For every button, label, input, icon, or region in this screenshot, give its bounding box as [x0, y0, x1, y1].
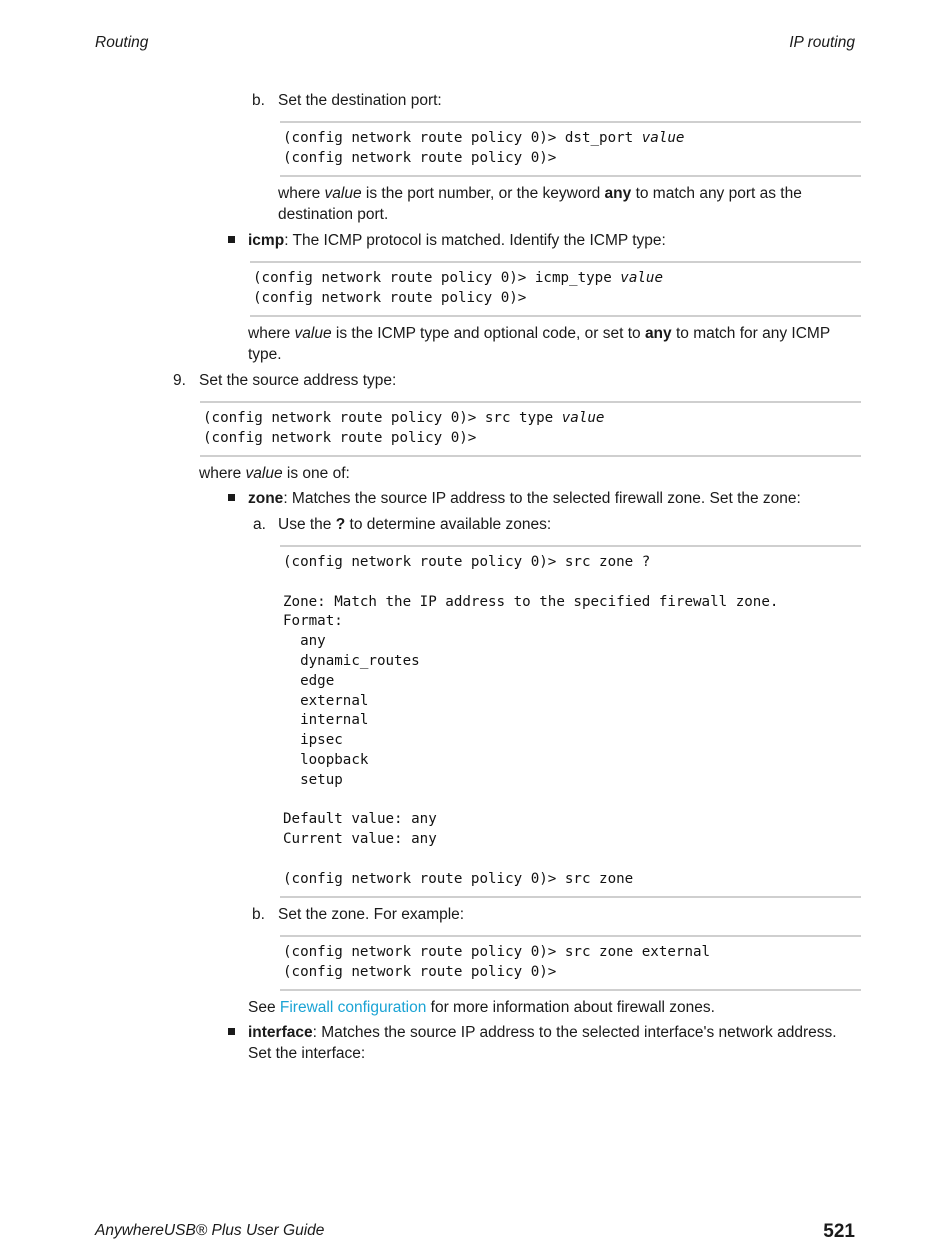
icmp-item: icmp: The ICMP protocol is matched. Identify the ICMP type:	[248, 232, 666, 249]
zone-item: zone: Matches the source IP address to the selected firewall zone. Set the zone:	[248, 490, 801, 507]
step-a-text: Use the ? to determine available zones:	[278, 516, 552, 533]
step-9-marker: 9.	[173, 372, 186, 389]
src-type-explanation: where value is one of:	[199, 465, 350, 482]
zone-example-code-block: (config network route policy 0)> src zone external (config network route policy 0)>	[280, 935, 861, 991]
bullet-icon	[228, 494, 235, 501]
step-b-zone-marker: b.	[252, 906, 265, 923]
firewall-see-also: See Firewall configuration for more information about firewall zones.	[248, 999, 715, 1016]
dst-port-explanation: where value is the port number, or the keyword any to match any port as the destination port.	[278, 185, 802, 223]
icmp-explanation: where value is the ICMP type and optional code, or set to any to match for any ICMP type.	[248, 325, 831, 363]
step-b-marker: b.	[252, 92, 265, 109]
header-chapter-title: IP routing	[789, 34, 855, 51]
step-a-marker: a.	[253, 516, 266, 533]
dst-port-code-block: (config network route policy 0)> dst_port value (config network route policy 0)>	[280, 121, 861, 177]
firewall-configuration-link[interactable]: Firewall configuration	[279, 999, 427, 1016]
icmp-code-block: (config network route policy 0)> icmp_type value (config network route policy 0)>	[250, 261, 861, 317]
step-b-text: Set the destination port:	[278, 92, 442, 109]
bullet-icon	[228, 236, 235, 243]
header-section-title: Routing	[95, 34, 149, 51]
footer-guide-title: AnywhereUSB® Plus User Guide	[95, 1222, 325, 1239]
zone-help-code-block: (config network route policy 0)> src zone ? Zone: Match the IP address to the specified firewall zone. Format: any dynamic_routes edge external internal ipsec loopback setup Default value: any Current value: any (config network route policy 0)> src zone	[280, 545, 861, 898]
page-number: 521	[823, 1221, 855, 1242]
bullet-icon	[228, 1028, 235, 1035]
step-9-text: Set the source address type:	[199, 372, 397, 389]
src-type-code-block: (config network route policy 0)> src type value (config network route policy 0)>	[200, 401, 861, 457]
step-b-zone-text: Set the zone. For example:	[278, 906, 465, 923]
interface-item: interface: Matches the source IP address to the selected interface's network address. Set the interface:	[248, 1024, 837, 1062]
